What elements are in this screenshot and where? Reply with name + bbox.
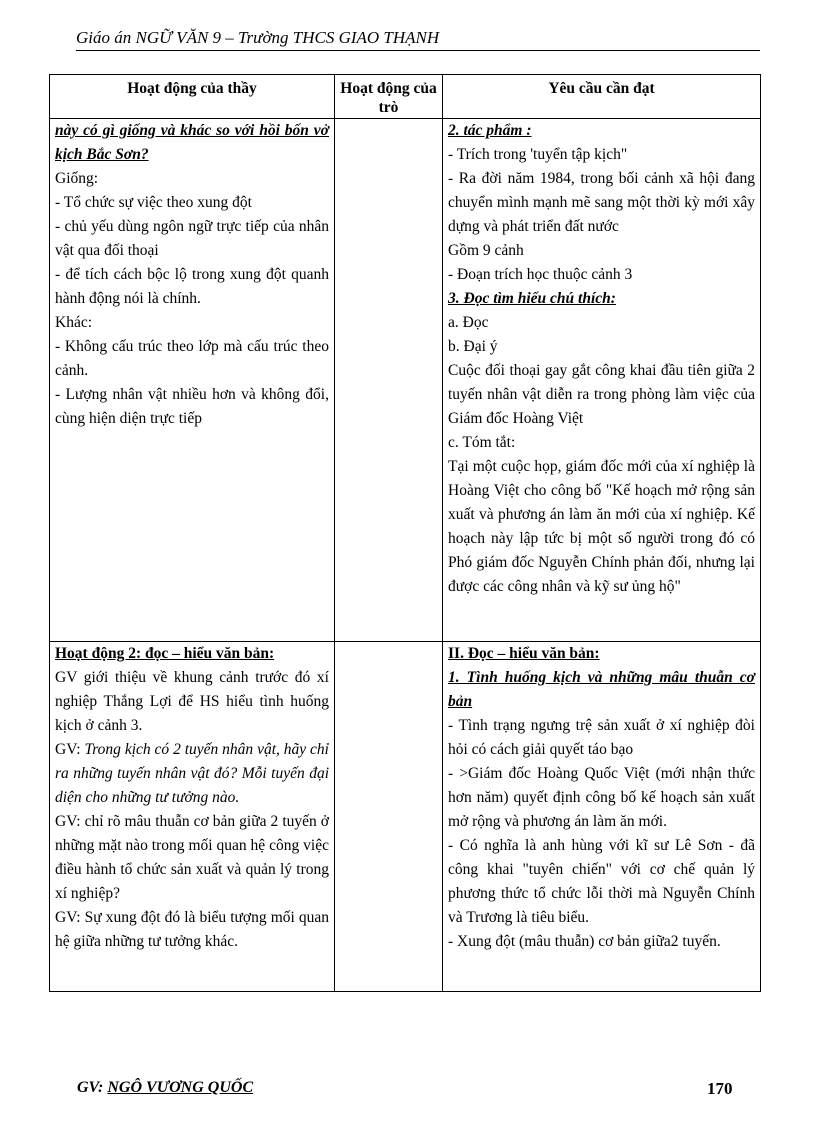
student-cell bbox=[335, 119, 443, 642]
teacher-cell bbox=[50, 642, 335, 992]
text-line: - >Giám đốc Hoàng Quốc Việt (mới nhận thức hơn năm) quyết định công bố kế hoạch sản xuất mở rộng và phương án làm ăn mới. bbox=[448, 765, 755, 830]
student-cell bbox=[335, 642, 443, 992]
teacher-name: NGÔ VƯƠNG QUỐC bbox=[107, 1079, 254, 1096]
section-heading: 1. Tình huống kịch và những mâu thuẫn cơ bản bbox=[448, 669, 755, 710]
text-line: c. Tóm tắt: bbox=[448, 434, 516, 451]
teacher-cell bbox=[50, 119, 335, 642]
document-header: Giáo án NGỮ VĂN 9 – Trường THCS GIAO THẠNH bbox=[76, 28, 440, 47]
italic-question: Trong kịch có 2 tuyến nhân vật, hãy chỉ ra những tuyến nhân vật đó? Mỗi tuyến đại diện cho những tư tưởng nào. bbox=[55, 741, 329, 806]
text-line: - Lượng nhân vật nhiều hơn và không đổi, cùng hiện diện trực tiếp bbox=[55, 386, 329, 427]
section-heading: 3. Đọc tìm hiểu chú thích: bbox=[448, 290, 616, 307]
section-heading: II. Đọc – hiểu văn bản: bbox=[448, 645, 600, 662]
text-line: - Xung đột (mâu thuẫn) cơ bản giữa2 tuyến. bbox=[448, 933, 721, 950]
text-line: Gồm 9 cảnh bbox=[448, 242, 524, 259]
text-line: - Đoạn trích học thuộc cảnh 3 bbox=[448, 266, 633, 283]
text-line bbox=[55, 738, 329, 810]
lesson-table bbox=[49, 74, 761, 992]
page-number: 170 bbox=[707, 1079, 733, 1098]
text-line: - Ra đời năm 1984, trong bối cảnh xã hội đang chuyển mình mạnh mẽ sang một thời kỳ mới xây dựng và phát triển đất nước bbox=[448, 170, 755, 235]
text-line: - Tổ chức sự việc theo xung đột bbox=[55, 194, 252, 211]
column-header-requirements: Yêu cầu cần đạt bbox=[443, 75, 761, 119]
table-row bbox=[50, 119, 761, 642]
column-header-student: Hoạt động của trò bbox=[335, 75, 443, 119]
table-row bbox=[50, 642, 761, 992]
requirements-cell bbox=[443, 642, 761, 992]
text-line: GV giới thiệu về khung cảnh trước đó xí nghiệp Thắng Lợi để HS hiểu tình huống kịch ở cảnh 3. bbox=[55, 669, 329, 734]
text-line: - chủ yếu dùng ngôn ngữ trực tiếp của nhân vật qua đối thoại bbox=[55, 218, 329, 259]
text-line: b. Đại ý bbox=[448, 338, 498, 355]
text-line: Giống: bbox=[55, 170, 99, 187]
text-line: - Tình trạng ngưng trệ sản xuất ở xí nghiệp đòi hỏi có cách giải quyết táo bạo bbox=[448, 717, 755, 758]
text-line: - Trích trong 'tuyển tập kịch" bbox=[448, 146, 628, 163]
section-heading: 2. tác phẩm : bbox=[448, 122, 532, 139]
column-header-teacher: Hoạt động của thầy bbox=[50, 75, 335, 119]
text-line: Khác: bbox=[55, 314, 93, 331]
text-line: - để tích cách bộc lộ trong xung đột quanh hành động nói là chính. bbox=[55, 266, 329, 307]
footer-gv-label: GV: bbox=[77, 1079, 104, 1096]
gv-label: GV: bbox=[55, 741, 81, 758]
text-line: GV: Sự xung đột đó là biểu tượng mối quan hệ giữa những tư tưởng khác. bbox=[55, 909, 329, 950]
table-header-row bbox=[50, 75, 761, 119]
activity-title: Hoạt động 2: đọc – hiểu văn bản: bbox=[55, 645, 275, 662]
requirements-cell bbox=[443, 119, 761, 642]
text-line: - Không cấu trúc theo lớp mà cấu trúc theo cảnh. bbox=[55, 338, 329, 379]
text-line: a. Đọc bbox=[448, 314, 489, 331]
header-divider bbox=[76, 50, 760, 51]
question-title: này có gì giống và khác so với hồi bốn vở kịch Bắc Sơn? bbox=[55, 122, 329, 163]
text-line: - Có nghĩa là anh hùng với kĩ sư Lê Sơn - đã công khai "tuyên chiến" với cơ chế quản lý phương thức tổ chức lỗi thời mà Nguyễn Chính và Trương là tiêu biểu. bbox=[448, 837, 755, 926]
text-line: Tại một cuộc họp, giám đốc mới của xí nghiệp là Hoàng Việt cho công bố "Kế hoạch mở rộng sản xuất và phương án làm ăn mới của xí nghiệp. Kế hoạch này lập tức bị một số người trong đó có Phó giám đốc Nguyễn Chính phản đối, nhưng lại được các công nhân và kỹ sư ủng hộ" bbox=[448, 458, 755, 595]
text-line: GV: chỉ rõ mâu thuẫn cơ bản giữa 2 tuyến ở những mặt nào trong mối quan hệ công việc điều hành tổ chức sản xuất và quản lý trong xí nghiệp? bbox=[55, 813, 329, 902]
footer-teacher bbox=[77, 1079, 253, 1097]
text-line: Cuộc đối thoại gay gắt công khai đầu tiên giữa 2 tuyến nhân vật diễn ra trong phòng làm việc của Giám đốc Hoàng Việt bbox=[448, 362, 755, 427]
